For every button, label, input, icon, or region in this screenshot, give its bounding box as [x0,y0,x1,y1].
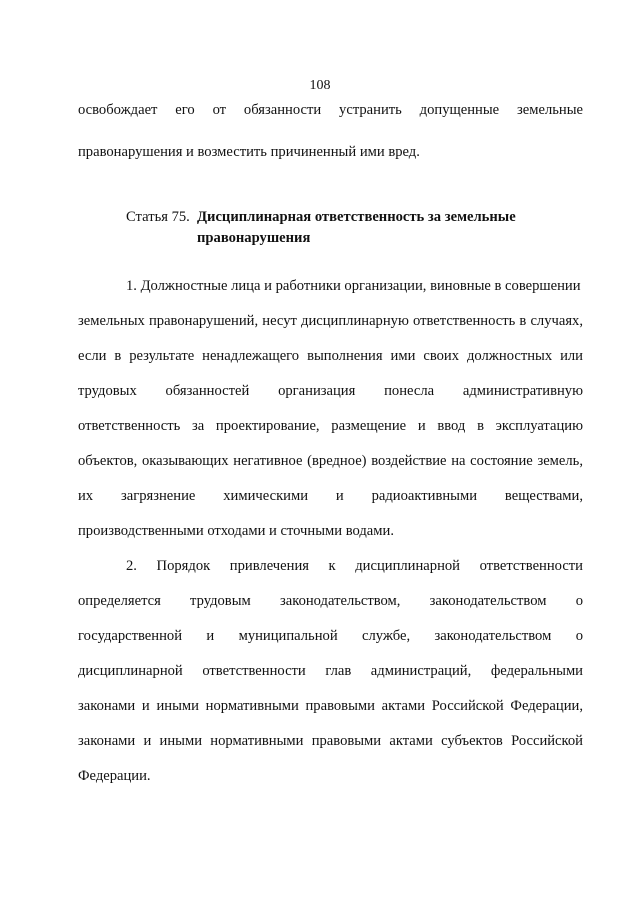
intro-line-1: освобождает его от обязанности устранить допущенные земельные [78,102,583,118]
paragraph-line: Федерации. [78,768,151,784]
paragraph-line: объектов, оказывающих негативное (вредное) воздействие на состояние земель, [78,453,583,469]
page-number: 108 [309,78,331,93]
paragraph-line: 1. Должностные лица и работники организации, виновные в совершении [126,278,581,294]
paragraph-line: 2. Порядок привлечения к дисциплинарной ответственности [126,558,583,574]
article-label: Статья 75. [126,209,190,225]
paragraph-line: производственными отходами и сточными водами. [78,523,394,539]
paragraph-line: ответственность за проектирование, размещение и ввод в эксплуатацию [78,418,583,434]
article-title-line-2: правонарушения [197,230,311,246]
paragraph-line: их загрязнение химическими и радиоактивными веществами, [78,488,583,504]
intro-line-2: правонарушения и возместить причиненный ими вред. [78,144,420,160]
paragraph-line: законами и иными нормативными правовыми актами субъектов Российской [78,733,583,749]
paragraph-line: земельных правонарушений, несут дисциплинарную ответственность в случаях, [78,313,583,329]
paragraph-line: законами и иными нормативными правовыми актами Российской Федерации, [78,698,583,714]
paragraph-line: государственной и муниципальной службе, законодательством о [78,628,583,644]
paragraph-line: трудовых обязанностей организация понесла административную [78,383,583,399]
paragraph-line: дисциплинарной ответственности глав администраций, федеральными [78,663,583,679]
article-title-line-1: Дисциплинарная ответственность за земельные [197,209,516,225]
paragraph-line: если в результате ненадлежащего выполнения ими своих должностных или [78,348,583,364]
paragraph-line: определяется трудовым законодательством, законодательством о [78,593,583,609]
